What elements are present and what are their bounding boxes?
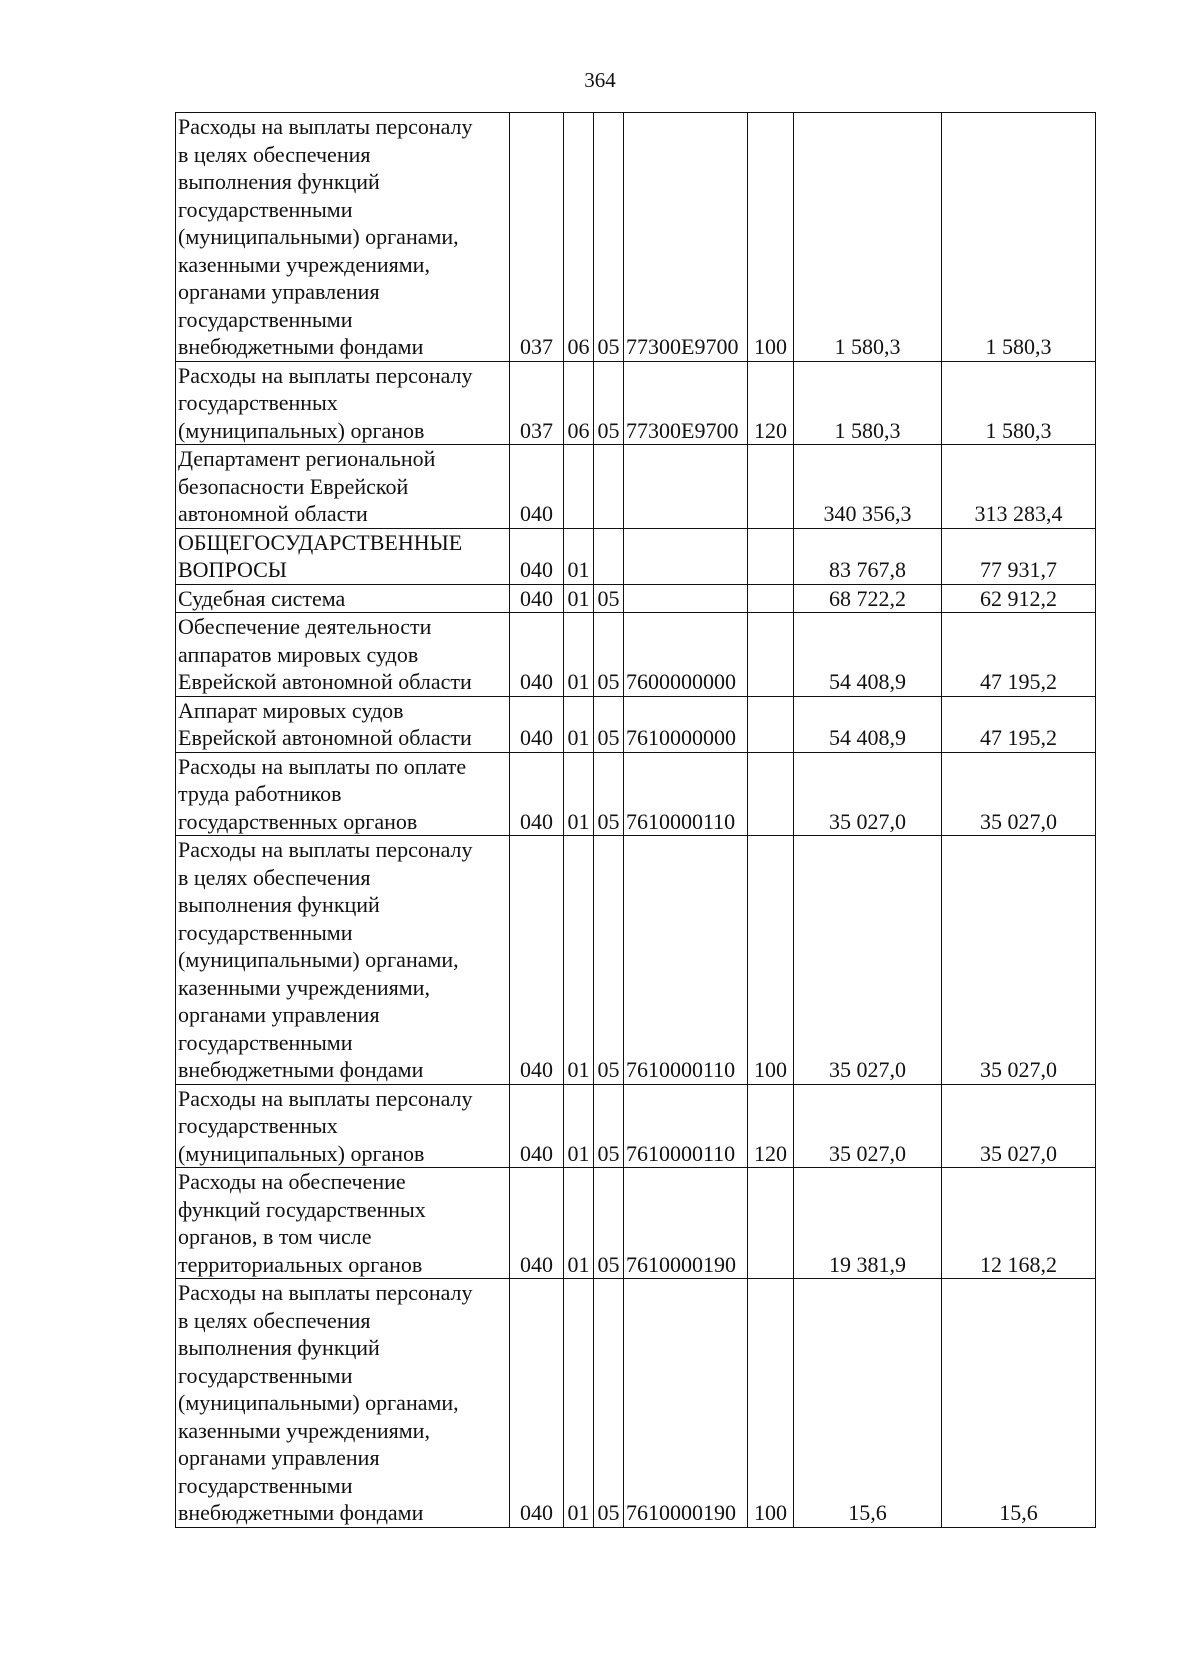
expense-name-line: казенными учреждениями,	[178, 974, 430, 1000]
expense-name-line: Аппарат мировых судов	[178, 697, 404, 723]
amount-year-1-cell: 1 580,3	[794, 113, 942, 362]
expense-name-line: Расходы на выплаты персоналу	[178, 1085, 473, 1111]
amount-year-2-cell: 47 195,2	[942, 696, 1096, 752]
section-code-cell: 01	[564, 1084, 594, 1168]
expense-name-line: государственными	[178, 1472, 353, 1498]
subsection-code-cell	[594, 528, 624, 584]
subsection-code-cell: 05	[594, 696, 624, 752]
section-code-cell: 01	[564, 836, 594, 1085]
amount-year-2-cell: 47 195,2	[942, 613, 1096, 697]
expense-name-line: территориальных органов	[178, 1251, 423, 1277]
expense-name-line: Расходы на выплаты персоналу	[178, 837, 473, 862]
expense-name-line: ВОПРОСЫ	[178, 557, 287, 582]
amount-year-2-cell: 12 168,2	[942, 1168, 1096, 1279]
expense-name-cell	[176, 613, 510, 697]
table-row	[176, 752, 1096, 836]
amount-year-2-cell: 35 027,0	[942, 1084, 1096, 1168]
expense-name-line: государственными	[178, 306, 353, 332]
expense-name-cell	[176, 528, 510, 584]
table-row	[176, 836, 1096, 1085]
expense-name-line: выполнения функций	[178, 1335, 380, 1360]
expense-name-cell	[176, 445, 510, 529]
amount-year-2-cell: 1 580,3	[942, 361, 1096, 445]
amount-year-1-cell: 15,6	[794, 1279, 942, 1528]
ministry-code-cell: 040	[510, 696, 564, 752]
subsection-code-cell	[594, 445, 624, 529]
subsection-code-cell: 05	[594, 752, 624, 836]
expense-name-line: казенными учреждениями,	[178, 251, 430, 277]
expense-name-line: выполнения функций	[178, 892, 380, 917]
target-article-cell: 7610000110	[624, 1084, 748, 1168]
subsection-code-cell: 05	[594, 584, 624, 613]
expense-type-cell	[748, 696, 794, 752]
expense-type-cell: 120	[748, 361, 794, 445]
target-article-cell: 7610000190	[624, 1168, 748, 1279]
expense-name-cell	[176, 1084, 510, 1168]
table-row	[176, 361, 1096, 445]
table-row	[176, 696, 1096, 752]
table-row	[176, 613, 1096, 697]
expense-name-line: государственными	[178, 919, 353, 945]
target-article-cell: 7600000000	[624, 613, 748, 697]
ministry-code-cell: 040	[510, 528, 564, 584]
section-code-cell: 01	[564, 1279, 594, 1528]
expense-type-cell: 100	[748, 836, 794, 1085]
ministry-code-cell: 040	[510, 1168, 564, 1279]
expense-name-line: Еврейской автономной области	[178, 669, 472, 694]
table-row	[176, 584, 1096, 613]
expense-type-cell	[748, 1168, 794, 1279]
target-article-cell	[624, 445, 748, 529]
amount-year-1-cell: 35 027,0	[794, 752, 942, 836]
expense-name-line: (муниципальных) органов	[178, 1140, 425, 1166]
expense-name-line: Расходы на выплаты персоналу	[178, 114, 473, 139]
ministry-code-cell: 040	[510, 836, 564, 1085]
amount-year-2-cell: 62 912,2	[942, 584, 1096, 613]
table-row	[176, 445, 1096, 529]
amount-year-2-cell: 35 027,0	[942, 752, 1096, 836]
section-code-cell: 01	[564, 696, 594, 752]
target-article-cell	[624, 584, 748, 613]
expense-name-cell	[176, 696, 510, 752]
expense-name-line: внебюджетными фондами	[178, 334, 424, 359]
target-article-cell: 7610000110	[624, 836, 748, 1085]
expense-name-line: казенными учреждениями,	[178, 1417, 430, 1443]
expense-name-line: органами управления	[178, 1002, 380, 1027]
target-article-cell	[624, 528, 748, 584]
table-row	[176, 113, 1096, 362]
table-row	[176, 1084, 1096, 1168]
subsection-code-cell: 05	[594, 113, 624, 362]
section-code-cell: 01	[564, 613, 594, 697]
section-code-cell: 06	[564, 113, 594, 362]
expense-name-line: ОБЩЕГОСУДАРСТВЕННЫЕ	[178, 529, 463, 555]
section-code-cell	[564, 445, 594, 529]
amount-year-1-cell: 35 027,0	[794, 836, 942, 1085]
amount-year-1-cell: 83 767,8	[794, 528, 942, 584]
amount-year-1-cell: 68 722,2	[794, 584, 942, 613]
expense-name-line: органами управления	[178, 279, 380, 304]
expense-name-line: (муниципальными) органами,	[178, 947, 459, 972]
expense-type-cell: 100	[748, 1279, 794, 1528]
expense-name-cell	[176, 361, 510, 445]
amount-year-1-cell: 54 408,9	[794, 613, 942, 697]
expense-name-line: внебюджетными фондами	[178, 1500, 424, 1525]
expense-name-line: государственных органов	[178, 808, 418, 834]
expense-name-cell	[176, 1279, 510, 1528]
target-article-cell: 7610000190	[624, 1279, 748, 1528]
expense-type-cell	[748, 613, 794, 697]
ministry-code-cell: 040	[510, 1279, 564, 1528]
amount-year-2-cell: 15,6	[942, 1279, 1096, 1528]
amount-year-1-cell: 19 381,9	[794, 1168, 942, 1279]
expense-name-cell	[176, 752, 510, 836]
section-code-cell: 01	[564, 1168, 594, 1279]
subsection-code-cell: 05	[594, 836, 624, 1085]
amount-year-2-cell: 313 283,4	[942, 445, 1096, 529]
expense-name-line: Департамент региональной	[178, 446, 436, 471]
expense-name-line: в целях обеспечения	[178, 141, 371, 167]
expense-name-line: органами управления	[178, 1445, 380, 1470]
target-article-cell: 7610000000	[624, 696, 748, 752]
expense-name-line: органов, в том числе	[178, 1224, 372, 1249]
expense-type-cell: 120	[748, 1084, 794, 1168]
expense-name-cell	[176, 1168, 510, 1279]
section-code-cell: 01	[564, 752, 594, 836]
ministry-code-cell: 040	[510, 1084, 564, 1168]
expense-type-cell: 100	[748, 113, 794, 362]
ministry-code-cell: 040	[510, 752, 564, 836]
expense-name-line: Расходы на выплаты персоналу	[178, 1280, 473, 1305]
page-number: 364	[584, 68, 616, 92]
expense-name-line: функций государственных	[178, 1196, 426, 1222]
amount-year-2-cell: 77 931,7	[942, 528, 1096, 584]
expense-name-line: аппаратов мировых судов	[178, 641, 419, 667]
expense-name-line: государственных	[178, 390, 338, 415]
expense-name-line: выполнения функций	[178, 169, 380, 194]
expense-name-line: государственными	[178, 196, 353, 222]
expense-type-cell	[748, 584, 794, 613]
ministry-code-cell: 037	[510, 361, 564, 445]
expense-name-line: (муниципальными) органами,	[178, 1390, 459, 1415]
amount-year-1-cell: 1 580,3	[794, 361, 942, 445]
ministry-code-cell: 037	[510, 113, 564, 362]
section-code-cell: 01	[564, 584, 594, 613]
expense-name-line: Обеспечение деятельности	[178, 614, 432, 639]
budget-table	[175, 112, 1096, 1528]
ministry-code-cell: 040	[510, 445, 564, 529]
expense-name-line: Еврейской автономной области	[178, 725, 472, 750]
target-article-cell: 77300E9700	[624, 361, 748, 445]
expense-name-line: Расходы на обеспечение	[178, 1169, 406, 1194]
subsection-code-cell: 05	[594, 361, 624, 445]
expense-name-line: государственных	[178, 1113, 338, 1138]
section-code-cell: 06	[564, 361, 594, 445]
expense-name-line: внебюджетными фондами	[178, 1057, 424, 1082]
ministry-code-cell: 040	[510, 584, 564, 613]
amount-year-1-cell: 54 408,9	[794, 696, 942, 752]
expense-name-line: (муниципальных) органов	[178, 417, 425, 443]
amount-year-2-cell: 1 580,3	[942, 113, 1096, 362]
expense-type-cell	[748, 528, 794, 584]
expense-type-cell	[748, 752, 794, 836]
expense-name-line: Расходы на выплаты по оплате	[178, 753, 467, 779]
subsection-code-cell: 05	[594, 1168, 624, 1279]
amount-year-1-cell: 340 356,3	[794, 445, 942, 529]
expense-name-line: в целях обеспечения	[178, 864, 371, 890]
subsection-code-cell: 05	[594, 1084, 624, 1168]
subsection-code-cell: 05	[594, 613, 624, 697]
table-row	[176, 528, 1096, 584]
expense-name-cell	[176, 113, 510, 362]
expense-name-line: Судебная система	[178, 585, 346, 611]
expense-name-line: безопасности Еврейской	[178, 473, 409, 499]
table-body	[176, 113, 1096, 1528]
target-article-cell: 77300E9700	[624, 113, 748, 362]
amount-year-1-cell: 35 027,0	[794, 1084, 942, 1168]
target-article-cell: 7610000110	[624, 752, 748, 836]
expense-name-line: автономной области	[178, 501, 368, 526]
expense-name-cell	[176, 836, 510, 1085]
expense-name-line: в целях обеспечения	[178, 1307, 371, 1333]
expense-name-cell	[176, 584, 510, 613]
amount-year-2-cell: 35 027,0	[942, 836, 1096, 1085]
expense-name-line: Расходы на выплаты персоналу	[178, 362, 473, 388]
expense-name-line: государственными	[178, 1362, 353, 1388]
subsection-code-cell: 05	[594, 1279, 624, 1528]
expense-name-line: труда работников	[178, 781, 342, 806]
table-row	[176, 1168, 1096, 1279]
ministry-code-cell: 040	[510, 613, 564, 697]
expense-name-line: государственными	[178, 1029, 353, 1055]
section-code-cell: 01	[564, 528, 594, 584]
table-row	[176, 1279, 1096, 1528]
expense-name-line: (муниципальными) органами,	[178, 224, 459, 249]
expense-type-cell	[748, 445, 794, 529]
